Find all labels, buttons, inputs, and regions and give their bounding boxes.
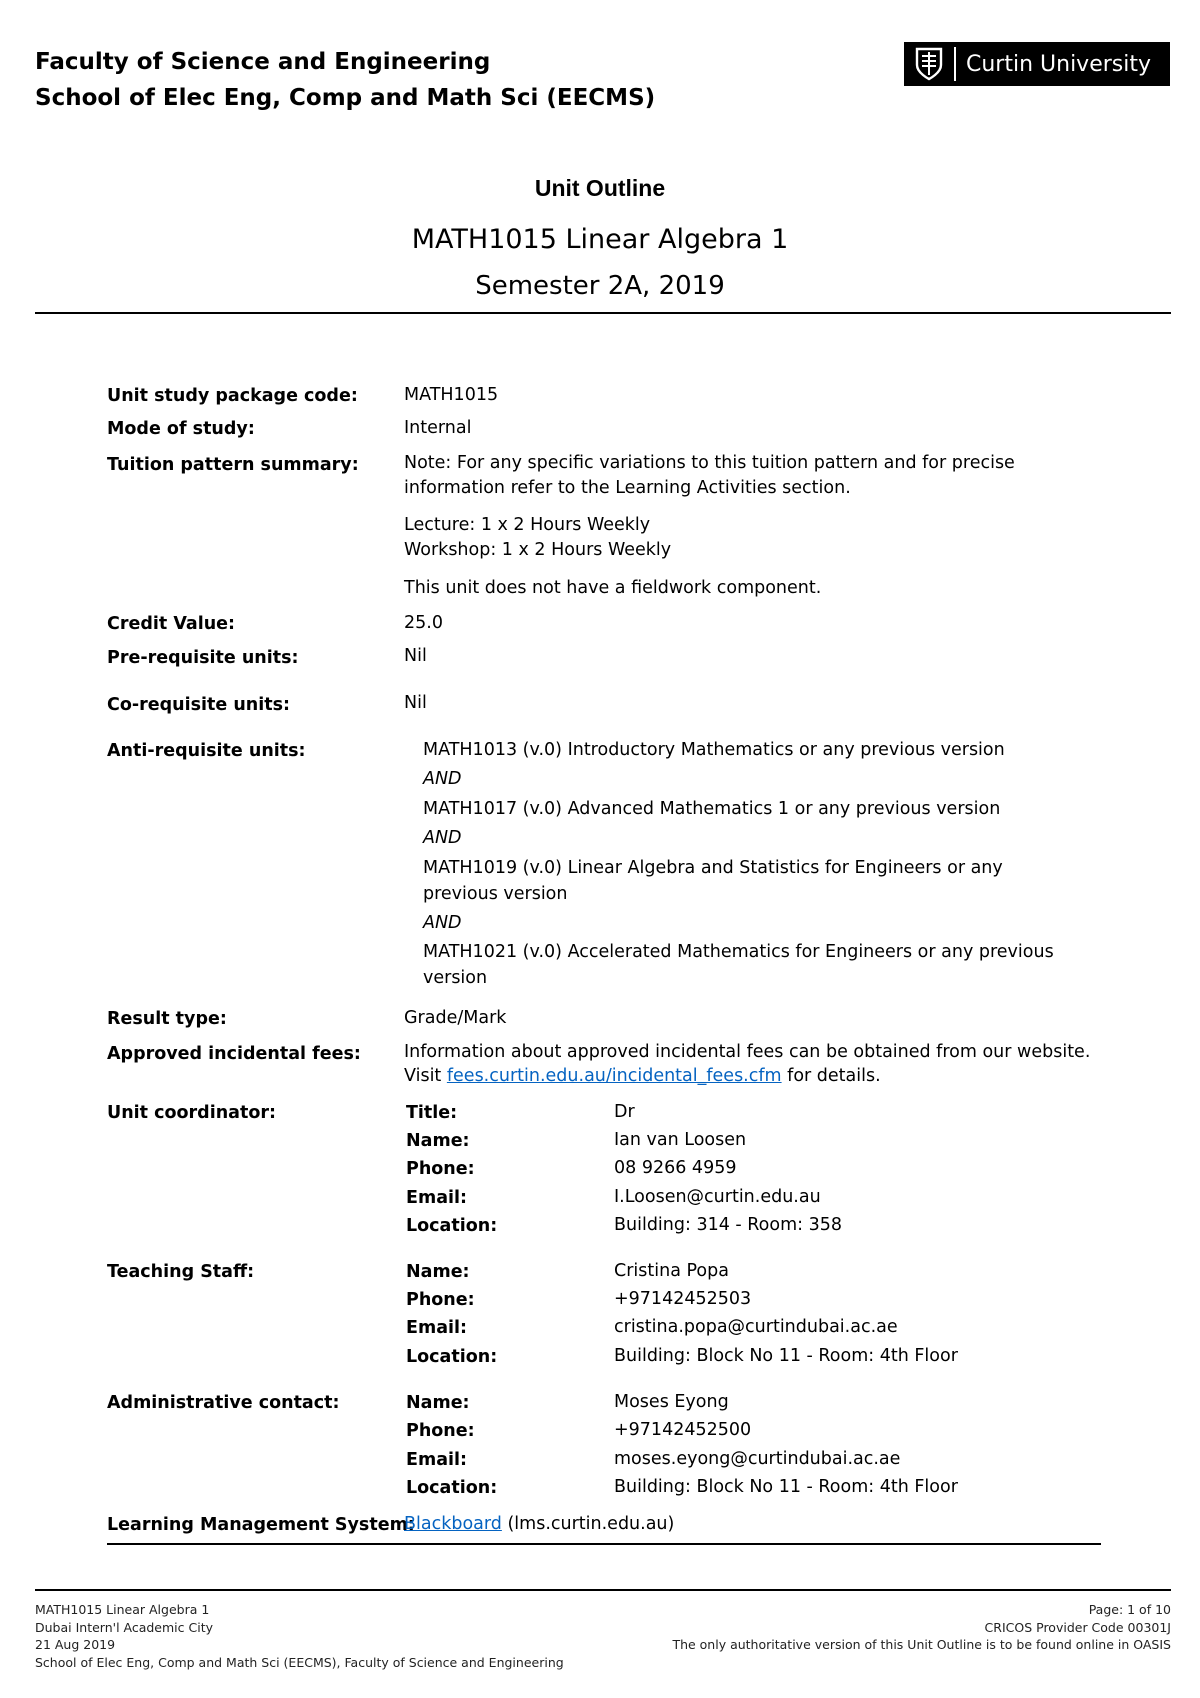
- logo-text: Curtin University: [966, 51, 1152, 77]
- teaching-email-label: Email:: [406, 1318, 467, 1338]
- prereq-value: Nil: [404, 646, 427, 666]
- curtin-crest-icon: [914, 47, 944, 81]
- logo-divider: [954, 47, 956, 81]
- lms-line: [404, 1512, 674, 1537]
- fees-link[interactable]: fees.curtin.edu.au/incidental_fees.cfm: [446, 1066, 782, 1086]
- tuition-note-line-2: information refer to the Learning Activities section.: [404, 478, 851, 498]
- teaching-location-value: Building: Block No 11 - Room: 4th Floor: [614, 1346, 958, 1366]
- antireq-label: Anti-requisite units:: [107, 741, 306, 761]
- admin-name-value: Moses Eyong: [614, 1392, 729, 1412]
- unit-outline-heading: Unit Outline: [534, 175, 666, 201]
- antireq-item: MATH1019 (v.0) Linear Algebra and Statistics for Engineers or any previous version: [423, 858, 1003, 904]
- coordinator-phone-value: 08 9266 4959: [614, 1158, 737, 1178]
- fees-visit-line: [404, 1064, 881, 1089]
- footer-school: School of Elec Eng, Comp and Math Sci (EECMS), Faculty of Science and Engineering: [35, 1654, 564, 1670]
- teaching-phone-label: Phone:: [406, 1290, 475, 1310]
- course-title: MATH1015 Linear Algebra 1: [411, 224, 789, 255]
- coordinator-location-label: Location:: [406, 1216, 498, 1236]
- footer-campus: Dubai Intern'l Academic City: [35, 1619, 213, 1635]
- teaching-staff-label: Teaching Staff:: [107, 1262, 255, 1282]
- admin-email-value: moses.eyong@curtindubai.ac.ae: [614, 1449, 901, 1469]
- result-type-label: Result type:: [107, 1009, 227, 1029]
- coordinator-location-value: Building: 314 - Room: 358: [614, 1215, 842, 1235]
- fees-label: Approved incidental fees:: [107, 1044, 361, 1064]
- fieldwork-note: This unit does not have a fieldwork component.: [404, 578, 822, 598]
- footer-unit: MATH1015 Linear Algebra 1: [35, 1602, 210, 1617]
- footer-divider: [35, 1589, 1171, 1591]
- faculty-name: Faculty of Science and Engineering: [35, 49, 491, 75]
- coordinator-name-label: Name:: [406, 1131, 470, 1151]
- lms-url-text: (lms.curtin.edu.au): [507, 1514, 675, 1534]
- fees-visit-text: Visit: [404, 1066, 442, 1086]
- footer-right: [672, 1601, 1171, 1654]
- coreq-label: Co-requisite units:: [107, 695, 291, 715]
- school-name: School of Elec Eng, Comp and Math Sci (EECMS): [35, 85, 656, 111]
- mode-value: Internal: [404, 418, 472, 438]
- antireq-item: MATH1021 (v.0) Accelerated Mathematics for Engineers or any previous version: [423, 942, 1054, 988]
- antireq-and: AND: [423, 769, 462, 789]
- content-end-divider: [107, 1543, 1101, 1545]
- coordinator-name-value: Ian van Loosen: [614, 1130, 747, 1150]
- coordinator-title-label: Title:: [406, 1103, 458, 1123]
- workshop-pattern: Workshop: 1 x 2 Hours Weekly: [404, 540, 672, 560]
- antireq-and: AND: [423, 828, 462, 848]
- lms-label: Learning Management System:: [107, 1515, 415, 1535]
- title-block: [0, 170, 1200, 306]
- admin-location-value: Building: Block No 11 - Room: 4th Floor: [614, 1477, 958, 1497]
- lecture-pattern: Lecture: 1 x 2 Hours Weekly: [404, 515, 651, 535]
- teaching-location-label: Location:: [406, 1347, 498, 1367]
- teaching-phone-value: +97142452503: [614, 1289, 752, 1309]
- antireq-item: MATH1013 (v.0) Introductory Mathematics or any previous version: [423, 740, 1005, 760]
- tuition-note-line-1: Note: For any specific variations to this tuition pattern and for precise: [404, 453, 1015, 473]
- coordinator-label: Unit coordinator:: [107, 1103, 276, 1123]
- footer-left: [35, 1601, 564, 1671]
- prereq-label: Pre-requisite units:: [107, 648, 299, 668]
- semester-title: Semester 2A, 2019: [475, 271, 725, 301]
- admin-contact-label: Administrative contact:: [107, 1393, 340, 1413]
- antireq-item: MATH1017 (v.0) Advanced Mathematics 1 or any previous version: [423, 799, 1001, 819]
- authoritative-note: The only authoritative version of this Unit Outline is to be found online in OASIS: [672, 1637, 1171, 1652]
- package-code-label: Unit study package code:: [107, 386, 358, 406]
- fees-text: Information about approved incidental fees can be obtained from our website.: [404, 1042, 1091, 1062]
- admin-location-label: Location:: [406, 1478, 498, 1498]
- admin-email-label: Email:: [406, 1450, 467, 1470]
- coordinator-title-value: Dr: [614, 1102, 635, 1122]
- teaching-name-label: Name:: [406, 1262, 470, 1282]
- admin-phone-value: +97142452500: [614, 1420, 752, 1440]
- antireq-and: AND: [423, 913, 462, 933]
- credit-label: Credit Value:: [107, 614, 236, 634]
- coreq-value: Nil: [404, 693, 427, 713]
- page-number: Page: 1 of 10: [1088, 1602, 1171, 1617]
- admin-name-label: Name:: [406, 1393, 470, 1413]
- result-type-value: Grade/Mark: [404, 1008, 507, 1028]
- document-header: [35, 44, 655, 116]
- credit-value: 25.0: [404, 613, 443, 633]
- coordinator-email-value: I.Loosen@curtin.edu.au: [614, 1187, 821, 1207]
- coordinator-phone-label: Phone:: [406, 1159, 475, 1179]
- tuition-label: Tuition pattern summary:: [107, 455, 359, 475]
- blackboard-link[interactable]: Blackboard: [404, 1514, 502, 1534]
- title-divider: [35, 312, 1171, 314]
- teaching-name-value: Cristina Popa: [614, 1261, 729, 1281]
- cricos-code: CRICOS Provider Code 00301J: [984, 1619, 1171, 1635]
- package-code-value: MATH1015: [404, 385, 499, 405]
- teaching-email-value: cristina.popa@curtindubai.ac.ae: [614, 1317, 898, 1337]
- curtin-logo: [904, 42, 1170, 86]
- mode-label: Mode of study:: [107, 419, 255, 439]
- footer-date: 21 Aug 2019: [35, 1637, 116, 1652]
- admin-phone-label: Phone:: [406, 1421, 475, 1441]
- coordinator-email-label: Email:: [406, 1188, 467, 1208]
- fees-details-text: for details.: [787, 1066, 881, 1086]
